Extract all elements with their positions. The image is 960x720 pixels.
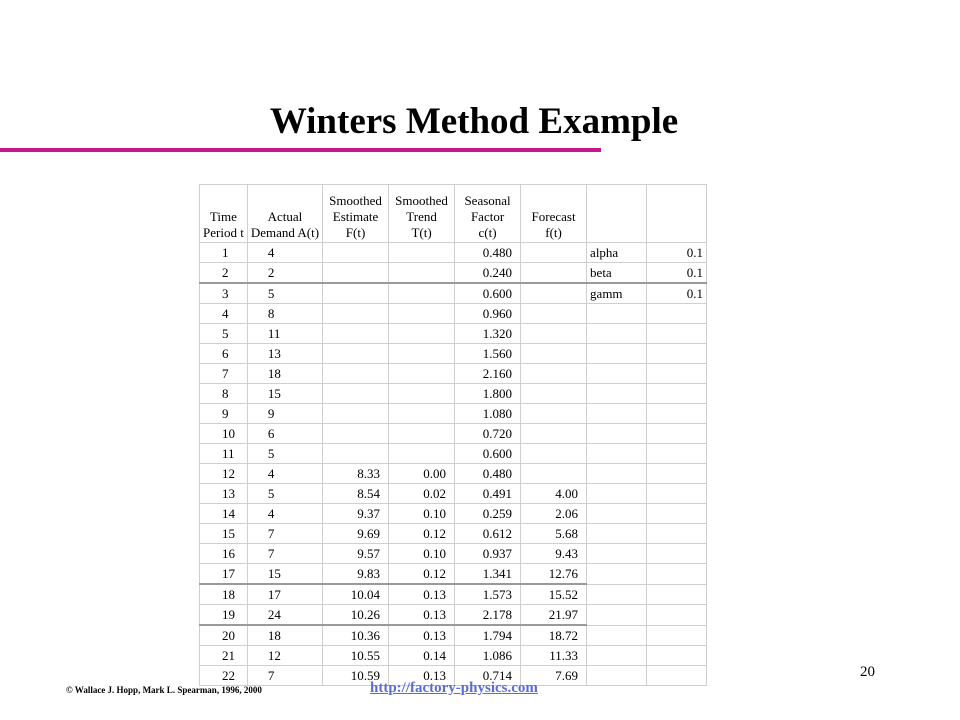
cell-param-name: [587, 304, 647, 324]
cell-actual-demand: 13: [247, 344, 322, 364]
cell-smoothed-trend: 0.13: [389, 625, 455, 646]
footer-copyright: © Wallace J. Hopp, Mark L. Spearman, 1996, 2000: [66, 685, 262, 695]
cell-actual-demand: 15: [247, 564, 322, 585]
cell-smoothed-trend: 0.13: [389, 584, 455, 605]
header-line: Seasonal: [464, 193, 511, 208]
cell-smoothed-estimate: [323, 404, 389, 424]
cell-time-period: 20: [200, 625, 248, 646]
header-seasonal-factor: [455, 185, 521, 243]
cell-actual-demand: 24: [247, 605, 322, 626]
cell-time-period: 1: [200, 243, 248, 263]
cell-param-name: [587, 324, 647, 344]
cell-param-value: [647, 625, 707, 646]
footer-link[interactable]: http://factory-physics.com: [370, 680, 538, 696]
cell-param-value: 0.1: [647, 283, 707, 304]
cell-actual-demand: 7: [247, 544, 322, 564]
table-row: [200, 564, 707, 585]
cell-forecast: 15.52: [521, 584, 587, 605]
cell-seasonal-factor: 0.612: [455, 524, 521, 544]
cell-param-value: [647, 424, 707, 444]
cell-param-value: [647, 564, 707, 585]
cell-seasonal-factor: 1.560: [455, 344, 521, 364]
cell-seasonal-factor: 1.573: [455, 584, 521, 605]
cell-forecast: [521, 404, 587, 424]
table-row: [200, 646, 707, 666]
cell-param-name: [587, 384, 647, 404]
cell-param-name: [587, 404, 647, 424]
cell-param-value: [647, 364, 707, 384]
cell-forecast: [521, 344, 587, 364]
cell-smoothed-estimate: [323, 424, 389, 444]
header-line: f(t): [545, 225, 562, 240]
cell-smoothed-estimate: 9.83: [323, 564, 389, 585]
cell-param-name: [587, 504, 647, 524]
header-line: Smoothed: [329, 193, 382, 208]
cell-actual-demand: 5: [247, 444, 322, 464]
cell-param-name: [587, 484, 647, 504]
cell-param-value: [647, 384, 707, 404]
cell-seasonal-factor: 0.960: [455, 304, 521, 324]
cell-forecast: 12.76: [521, 564, 587, 585]
cell-param-value: [647, 464, 707, 484]
cell-seasonal-factor: 1.341: [455, 564, 521, 585]
cell-time-period: 22: [200, 666, 248, 686]
cell-smoothed-trend: [389, 344, 455, 364]
cell-param-value: [647, 304, 707, 324]
cell-actual-demand: 18: [247, 625, 322, 646]
table-row: [200, 263, 707, 284]
cell-actual-demand: 4: [247, 243, 322, 263]
cell-seasonal-factor: 0.937: [455, 544, 521, 564]
cell-time-period: 21: [200, 646, 248, 666]
cell-smoothed-estimate: 10.36: [323, 625, 389, 646]
cell-forecast: 11.33: [521, 646, 587, 666]
table-row: [200, 584, 707, 605]
cell-smoothed-estimate: 10.26: [323, 605, 389, 626]
header-row: [200, 185, 707, 243]
header-time-period: [200, 185, 248, 243]
cell-smoothed-estimate: 9.57: [323, 544, 389, 564]
cell-seasonal-factor: 2.160: [455, 364, 521, 384]
cell-seasonal-factor: 0.480: [455, 243, 521, 263]
cell-param-name: [587, 344, 647, 364]
header-line: Smoothed: [395, 193, 448, 208]
cell-param-name: [587, 544, 647, 564]
cell-param-name: [587, 364, 647, 384]
table-row: [200, 424, 707, 444]
cell-time-period: 5: [200, 324, 248, 344]
table-row: [200, 243, 707, 263]
cell-smoothed-estimate: [323, 444, 389, 464]
cell-smoothed-trend: 0.00: [389, 464, 455, 484]
table-row: [200, 324, 707, 344]
cell-actual-demand: 8: [247, 304, 322, 324]
cell-param-name: beta: [587, 263, 647, 284]
cell-param-name: [587, 646, 647, 666]
header-line: Demand A(t): [250, 225, 320, 240]
cell-smoothed-estimate: [323, 384, 389, 404]
cell-smoothed-trend: 0.13: [389, 666, 455, 686]
table-row: [200, 344, 707, 364]
cell-actual-demand: 4: [247, 504, 322, 524]
header-line: Trend: [406, 209, 437, 224]
cell-smoothed-estimate: 9.69: [323, 524, 389, 544]
cell-param-value: [647, 324, 707, 344]
header-line: c(t): [478, 225, 497, 240]
cell-time-period: 13: [200, 484, 248, 504]
cell-param-value: [647, 605, 707, 626]
cell-forecast: [521, 444, 587, 464]
table-row: [200, 605, 707, 626]
cell-forecast: [521, 304, 587, 324]
cell-param-name: [587, 444, 647, 464]
table-row: [200, 524, 707, 544]
header-line: Time: [209, 209, 237, 224]
cell-smoothed-estimate: [323, 324, 389, 344]
cell-forecast: 5.68: [521, 524, 587, 544]
winters-method-table: [199, 184, 707, 686]
cell-actual-demand: 18: [247, 364, 322, 384]
cell-smoothed-trend: [389, 263, 455, 284]
cell-time-period: 11: [200, 444, 248, 464]
cell-seasonal-factor: 0.600: [455, 444, 521, 464]
cell-time-period: 7: [200, 364, 248, 384]
cell-forecast: [521, 263, 587, 284]
cell-param-value: [647, 646, 707, 666]
cell-forecast: 18.72: [521, 625, 587, 646]
cell-forecast: 7.69: [521, 666, 587, 686]
table-row: [200, 304, 707, 324]
cell-actual-demand: 17: [247, 584, 322, 605]
cell-actual-demand: 11: [247, 324, 322, 344]
cell-time-period: 3: [200, 283, 248, 304]
cell-seasonal-factor: 0.720: [455, 424, 521, 444]
header-line: Actual: [267, 209, 303, 224]
cell-param-name: alpha: [587, 243, 647, 263]
cell-time-period: 19: [200, 605, 248, 626]
cell-param-value: 0.1: [647, 243, 707, 263]
cell-forecast: [521, 324, 587, 344]
cell-forecast: 9.43: [521, 544, 587, 564]
cell-seasonal-factor: 2.178: [455, 605, 521, 626]
table-row: [200, 283, 707, 304]
cell-smoothed-estimate: 8.33: [323, 464, 389, 484]
cell-time-period: 14: [200, 504, 248, 524]
cell-time-period: 12: [200, 464, 248, 484]
cell-actual-demand: 7: [247, 524, 322, 544]
cell-seasonal-factor: 1.800: [455, 384, 521, 404]
table-row: [200, 544, 707, 564]
cell-seasonal-factor: 1.794: [455, 625, 521, 646]
cell-actual-demand: 6: [247, 424, 322, 444]
cell-seasonal-factor: 0.491: [455, 484, 521, 504]
cell-seasonal-factor: 0.259: [455, 504, 521, 524]
cell-smoothed-trend: [389, 243, 455, 263]
cell-seasonal-factor: 1.320: [455, 324, 521, 344]
cell-param-name: [587, 564, 647, 585]
header-line: F(t): [345, 225, 366, 240]
table-row: [200, 384, 707, 404]
cell-actual-demand: 12: [247, 646, 322, 666]
cell-smoothed-trend: 0.10: [389, 544, 455, 564]
cell-time-period: 2: [200, 263, 248, 284]
cell-actual-demand: 7: [247, 666, 322, 686]
cell-param-value: [647, 666, 707, 686]
cell-actual-demand: 5: [247, 484, 322, 504]
cell-forecast: [521, 243, 587, 263]
cell-smoothed-estimate: 9.37: [323, 504, 389, 524]
table-row: [200, 444, 707, 464]
cell-param-value: [647, 504, 707, 524]
cell-seasonal-factor: 0.600: [455, 283, 521, 304]
table-row: [200, 625, 707, 646]
header-forecast: [521, 185, 587, 243]
cell-smoothed-estimate: 10.59: [323, 666, 389, 686]
cell-smoothed-estimate: 10.55: [323, 646, 389, 666]
cell-time-period: 18: [200, 584, 248, 605]
cell-param-value: [647, 584, 707, 605]
header-line: Forecast: [531, 209, 576, 224]
cell-smoothed-trend: 0.10: [389, 504, 455, 524]
cell-param-name: [587, 524, 647, 544]
cell-time-period: 16: [200, 544, 248, 564]
cell-time-period: 15: [200, 524, 248, 544]
cell-param-value: [647, 544, 707, 564]
header-line: T(t): [411, 225, 432, 240]
cell-smoothed-estimate: 8.54: [323, 484, 389, 504]
table-row: [200, 484, 707, 504]
title-underline: [0, 148, 601, 152]
cell-smoothed-estimate: 10.04: [323, 584, 389, 605]
cell-forecast: [521, 283, 587, 304]
cell-smoothed-estimate: [323, 364, 389, 384]
cell-param-name: [587, 464, 647, 484]
cell-time-period: 10: [200, 424, 248, 444]
cell-param-name: [587, 666, 647, 686]
cell-param-name: [587, 625, 647, 646]
slide-title: Winters Method Example: [269, 101, 679, 142]
page-number: 20: [860, 664, 875, 680]
cell-smoothed-trend: 0.13: [389, 605, 455, 626]
cell-time-period: 9: [200, 404, 248, 424]
cell-smoothed-trend: [389, 384, 455, 404]
cell-actual-demand: 5: [247, 283, 322, 304]
table-row: [200, 404, 707, 424]
header-param-value: [647, 185, 707, 243]
cell-param-value: [647, 344, 707, 364]
cell-time-period: 6: [200, 344, 248, 364]
cell-smoothed-estimate: [323, 344, 389, 364]
cell-time-period: 8: [200, 384, 248, 404]
header-line: Period t: [203, 225, 244, 240]
cell-forecast: [521, 464, 587, 484]
cell-smoothed-estimate: [323, 304, 389, 324]
cell-forecast: [521, 364, 587, 384]
cell-forecast: 21.97: [521, 605, 587, 626]
cell-smoothed-trend: [389, 324, 455, 344]
cell-smoothed-trend: 0.12: [389, 524, 455, 544]
cell-time-period: 4: [200, 304, 248, 324]
cell-forecast: [521, 424, 587, 444]
header-line: Estimate: [332, 209, 379, 224]
cell-time-period: 17: [200, 564, 248, 585]
cell-seasonal-factor: 0.480: [455, 464, 521, 484]
cell-param-value: [647, 484, 707, 504]
cell-param-value: 0.1: [647, 263, 707, 284]
cell-param-name: [587, 605, 647, 626]
cell-seasonal-factor: 1.086: [455, 646, 521, 666]
header-smoothed-trend: [389, 185, 455, 243]
cell-param-value: [647, 524, 707, 544]
cell-actual-demand: 15: [247, 384, 322, 404]
header-smoothed-estimate: [323, 185, 389, 243]
cell-smoothed-trend: [389, 404, 455, 424]
cell-seasonal-factor: 0.240: [455, 263, 521, 284]
header-line: Factor: [470, 209, 505, 224]
cell-forecast: 4.00: [521, 484, 587, 504]
table-row: [200, 464, 707, 484]
cell-param-value: [647, 404, 707, 424]
cell-smoothed-estimate: [323, 243, 389, 263]
cell-smoothed-trend: [389, 424, 455, 444]
cell-actual-demand: 4: [247, 464, 322, 484]
table-row: [200, 364, 707, 384]
cell-smoothed-trend: [389, 364, 455, 384]
cell-smoothed-estimate: [323, 263, 389, 284]
cell-param-name: [587, 584, 647, 605]
cell-smoothed-trend: 0.14: [389, 646, 455, 666]
cell-smoothed-trend: [389, 283, 455, 304]
cell-smoothed-trend: [389, 444, 455, 464]
cell-actual-demand: 2: [247, 263, 322, 284]
cell-actual-demand: 9: [247, 404, 322, 424]
cell-smoothed-estimate: [323, 283, 389, 304]
cell-smoothed-trend: 0.02: [389, 484, 455, 504]
cell-smoothed-trend: [389, 304, 455, 324]
header-actual-demand: [247, 185, 322, 243]
cell-seasonal-factor: 1.080: [455, 404, 521, 424]
cell-param-name: [587, 424, 647, 444]
header-param-name: [587, 185, 647, 243]
cell-smoothed-trend: 0.12: [389, 564, 455, 585]
cell-seasonal-factor: 0.714: [455, 666, 521, 686]
cell-param-name: gamm: [587, 283, 647, 304]
cell-forecast: 2.06: [521, 504, 587, 524]
cell-forecast: [521, 384, 587, 404]
table-row: [200, 504, 707, 524]
cell-param-value: [647, 444, 707, 464]
